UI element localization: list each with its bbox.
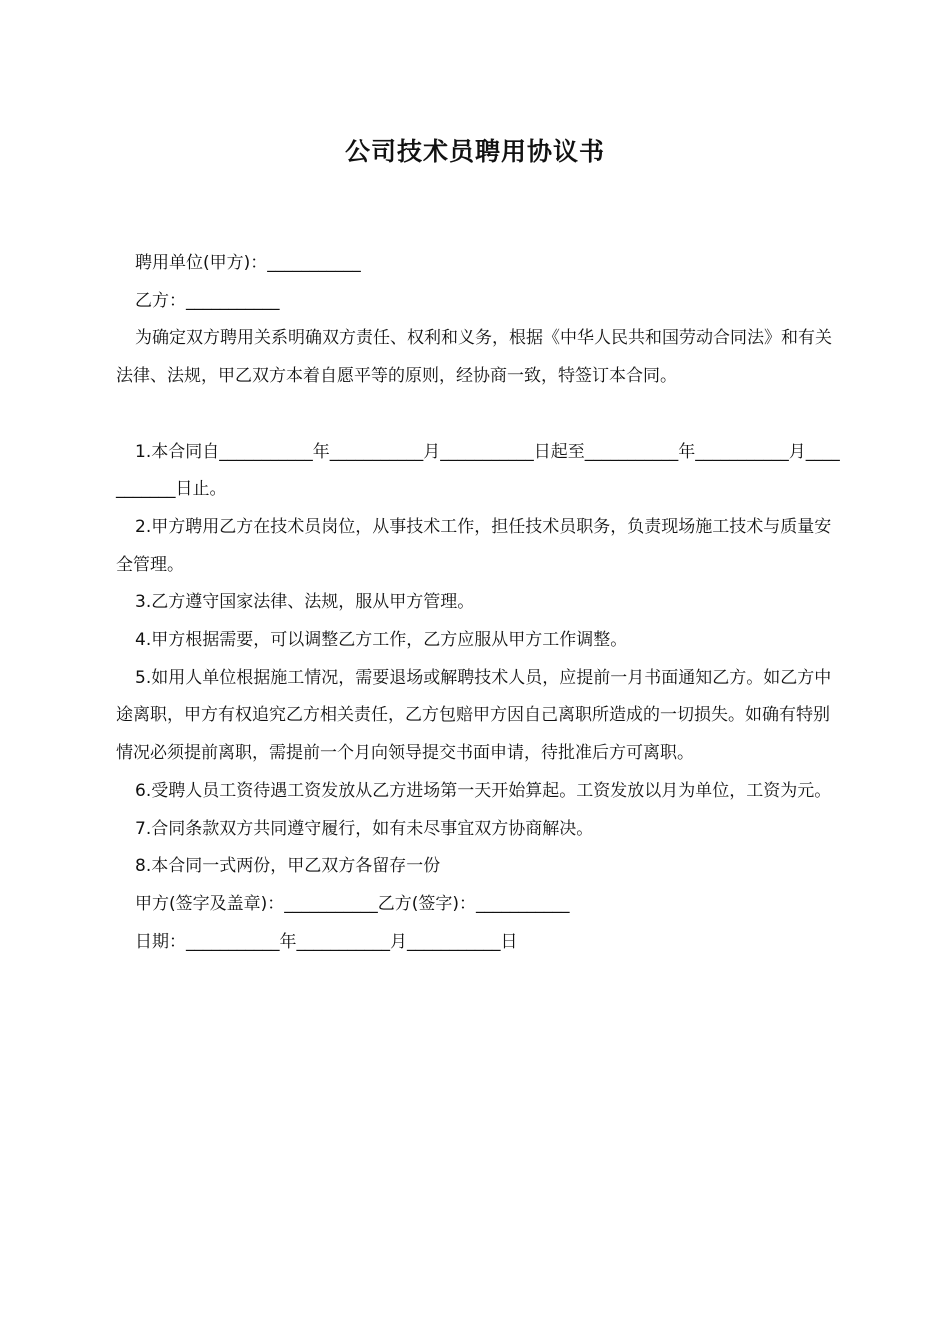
clause-4: 4.甲方根据需要，可以调整乙方工作，乙方应服从甲方工作调整。 [135,630,628,651]
clause-6: 6.受聘人员工资待遇工资发放从乙方进场第一天开始算起。工资发放以月为单位，工资为元。 [135,780,832,801]
document-title: 公司技术员聘用协议书 [344,137,605,166]
date-line: 日期：___________年___________月___________日 [135,931,518,952]
party-b-line: 乙方：___________ [135,290,280,311]
blank-spacer [116,396,844,434]
clause-5: 5.如用人单位根据施工情况，需要退场或解聘技术人员，应提前一月书面通知乙方。如乙方中途离职，甲方有权追究乙方相关责任，乙方包赔甲方因自己离职所造成的一切损失。如确有特别情况必须提前离职，需提前一个月向领导提交书面申请，待批准后方可离职。 [116,667,832,764]
clause-2: 2.甲方聘用乙方在技术员岗位，从事技术工作，担任技术员职务，负责现场施工技术与质量安全管理。 [116,516,832,575]
document-body [116,245,844,961]
clause-1: 1.本合同自___________年___________月___________日起至___________年___________月___________日止。 [116,441,840,500]
clause-3: 3.乙方遵守国家法律、法规，服从甲方管理。 [135,592,475,613]
clause-8: 8.本合同一式两份，甲乙双方各留存一份 [135,856,441,877]
clause-7: 7.合同条款双方共同遵守履行，如有未尽事宜双方协商解决。 [135,818,594,839]
signature-line: 甲方(签字及盖章)：___________乙方(签字)：___________ [135,893,570,914]
employer-line: 聘用单位(甲方)：___________ [135,253,361,273]
preamble-paragraph: 为确定双方聘用关系明确双方责任、权利和义务，根据《中华人民共和国劳动合同法》和有关法律、法规，甲乙双方本着自愿平等的原则，经协商一致，特签订本合同。 [116,328,832,387]
